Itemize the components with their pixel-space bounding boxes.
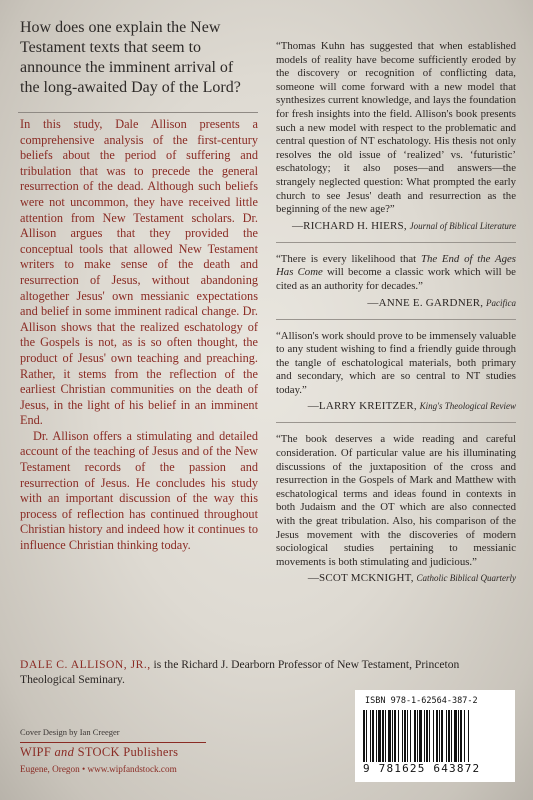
endorsement-text: “Thomas Kuhn has suggested that when established models of reality have become sufficiently eroded by the discovery or recognition of conflicting data, someone will come forward with a new model that synthesizes current knowledge, and lays the foundation for fresh insights into the field. Allison's book presents such a new model with respect to the problematic and central question of NT eschatology. His thesis not only resolves the old issue of ‘realized’ vs. ‘futuristic’ eschatology; it also poses—and answers—the strangely neglected question: What prompted the early church to see Jesus' death and resurrection as the beginning of the new age?”: [276, 40, 516, 216]
barcode-bar: [382, 710, 384, 762]
barcode-bar: [464, 710, 465, 762]
barcode-bar: [454, 710, 457, 762]
barcode-bar: [419, 710, 422, 762]
barcode-bar: [404, 710, 406, 762]
author-bio-text: is the Richard J. Dearborn Professor of New Testament, Princeton Theological Seminary.: [20, 658, 460, 686]
barcode-bar: [402, 710, 403, 762]
description-column: [20, 117, 258, 554]
barcode-bar: [376, 710, 377, 762]
barcode-bar: [436, 710, 438, 762]
endorser-source: Pacifica: [486, 297, 516, 308]
barcode-bar: [378, 710, 381, 762]
barcode-bar: [385, 710, 386, 762]
endorsement-text: “Allison's work should prove to be immensely valuable to any student wishing to find a friendly guide through the tangle of eschatological materials, both primary and secondary, which are so central to NT studies today.”: [276, 329, 516, 396]
barcode-bar: [370, 710, 371, 762]
barcode-bar: [424, 710, 425, 762]
isbn-label: ISBN 978-1-62564-387-2: [365, 696, 478, 706]
barcode-bar: [451, 710, 452, 762]
barcode-bar: [468, 710, 469, 762]
barcode-bar: [417, 710, 418, 762]
barcode-digits: 9 781625 643872: [363, 762, 481, 775]
endorsements-column: [276, 40, 516, 585]
cover-design-credit: Cover Design by Ian Creeger: [20, 727, 120, 737]
endorser-name: —RICHARD H. HIERS,: [291, 219, 407, 232]
description-paragraph: In this study, Dale Allison presents a comprehensive analysis of the first-century beliefs about the period of suffering and tribulation that was to precede the general resurrection of the dead. Although such beliefs were not uncommon, they have received little attention from New Testament scholars. Dr. Allison argues that they provided the conceptual tools that allowed New Testament writers to make sense of the death and resurrection of Jesus, without abandoning altogether Jesus' own messianic expectations and belief in some imminent radical change. Dr. Allison shows that the realized eschatology of the Gospels is not, as is so often thought, the product of Jesus' own teaching and preaching. Rather, it stems from the reflection of the earliest Christian communities on the death of Jesus, in the light of his belief in an imminent End.: [20, 117, 258, 428]
barcode-bar: [458, 710, 459, 762]
endorsement: [276, 253, 516, 310]
barcode-bar: [366, 710, 367, 762]
barcode-bar: [446, 710, 447, 762]
endorsement: [276, 330, 516, 414]
endorsement: [276, 433, 516, 585]
barcode-bar: [394, 710, 396, 762]
endorsement-divider: [276, 242, 516, 243]
book-title: The End of the Ages Has Come: [276, 252, 516, 279]
endorser-source: Catholic Biblical Quarterly: [416, 573, 516, 584]
author-name: DALE C. ALLISON, JR.,: [20, 658, 151, 671]
barcode-bar: [407, 710, 408, 762]
endorsement-text: [276, 253, 516, 294]
endorsement-text: “The book deserves a wide reading and careful consideration. Of particular value are his illuminating discussions of the juxtaposition of the cross and resurrection in the Gospels of Mark and Matthew with eschatological terms and ideas found in contexts in both Judaism and the OT which are also connected with the great tribulation. Also, his comparison of the Jesus movement with the discoveries of modern sociological studies pertaining to messianic movements is both stimulating and judicious.”: [276, 433, 516, 568]
barcode-bar: [414, 710, 416, 762]
barcode-bar: [439, 710, 440, 762]
barcode-bar: [392, 710, 393, 762]
endorsement-text-part: will become a classic work which will be cited as an authority for decades.”: [276, 266, 516, 292]
publisher-name-part: WIPF: [20, 745, 52, 759]
author-bio: [20, 657, 515, 687]
endorsement-divider: [276, 319, 516, 320]
endorser-source: King's Theological Review: [419, 401, 516, 412]
barcode-bar: [388, 710, 391, 762]
barcode-bar: [460, 710, 462, 762]
publisher-name-part: STOCK Publishers: [77, 745, 179, 759]
endorsement-text-part: “There is every likelihood that: [276, 252, 421, 265]
barcode-bar: [448, 710, 450, 762]
endorsement-divider: [276, 422, 516, 423]
left-column-divider: [18, 112, 258, 113]
barcode-bar: [363, 710, 365, 762]
barcode-bar: [433, 710, 434, 762]
endorsement-attribution: [276, 219, 516, 233]
endorsement-attribution: [276, 296, 516, 310]
publisher-name-part: and: [51, 745, 78, 759]
publisher-logo: [20, 745, 178, 760]
barcode-bar: [398, 710, 399, 762]
publisher-rule: [20, 742, 206, 743]
endorsement: [276, 40, 516, 233]
endorsement-attribution: [276, 399, 516, 413]
endorser-name: —LARRY KREITZER,: [307, 400, 417, 413]
description-paragraph: Dr. Allison offers a stimulating and detailed account of the teaching of Jesus and of the New Testament records of the passion and resurrection of Jesus. He concludes his study with an important discussion of the way this process of reflection has continued throughout Christian history and indeed how it continues to influence Christian thinking today.: [20, 428, 258, 553]
lead-question: How does one explain the New Testament texts that seem to announce the imminent arrival of the long-awaited Day of the Lord?: [20, 19, 241, 96]
endorser-source: Journal of Biblical Literature: [409, 220, 516, 231]
endorser-name: —SCOT MCKNIGHT,: [307, 572, 414, 585]
barcode-bar: [426, 710, 428, 762]
barcode-bar: [410, 710, 411, 762]
publisher-address: Eugene, Oregon • www.wipfandstock.com: [20, 764, 177, 774]
endorser-name: —ANNE E. GARDNER,: [367, 296, 484, 309]
barcode-bar: [372, 710, 374, 762]
isbn-barcode: [355, 690, 515, 782]
barcode-bars: [363, 710, 509, 762]
barcode-bar: [429, 710, 430, 762]
endorsement-attribution: [276, 571, 516, 585]
barcode-bar: [441, 710, 443, 762]
